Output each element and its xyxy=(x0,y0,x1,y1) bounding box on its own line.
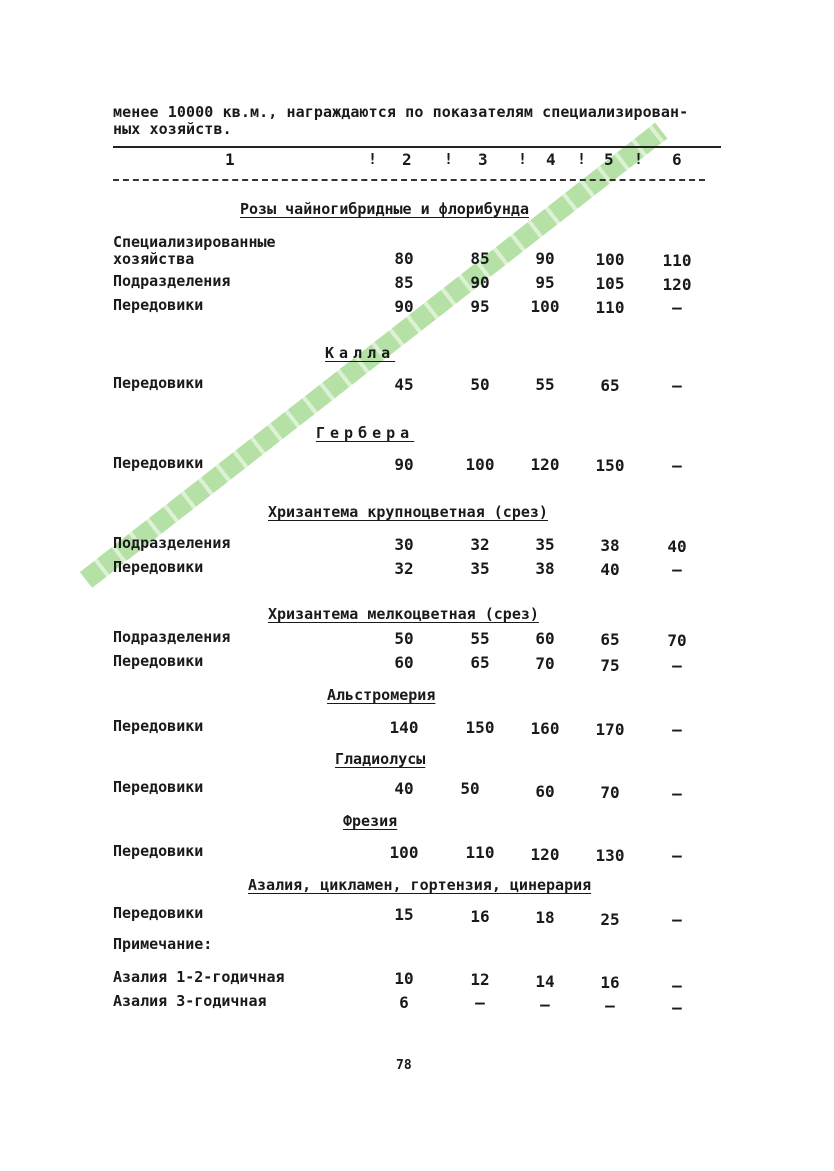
header-separator: ! xyxy=(368,150,378,168)
cell: 100 xyxy=(530,297,560,316)
cell: – xyxy=(672,720,682,739)
cell: 65 xyxy=(600,630,620,649)
cell: 65 xyxy=(470,653,490,672)
cell: – xyxy=(672,910,682,929)
header-separator: ! xyxy=(577,150,587,168)
cell: 95 xyxy=(470,297,490,316)
cell: 60 xyxy=(394,653,414,672)
row-label: Азалия 1-2-годичная xyxy=(113,968,285,986)
cell: 160 xyxy=(530,719,560,738)
cell: 90 xyxy=(535,249,555,268)
cell: 90 xyxy=(394,297,414,316)
cell: 120 xyxy=(530,455,560,474)
row-label: Передовики xyxy=(113,454,204,472)
cell: 110 xyxy=(465,843,495,862)
cell: 85 xyxy=(394,273,414,292)
intro-line-1: менее 10000 кв.м., награждаются по показателям специализирован- xyxy=(113,103,689,121)
cell: 38 xyxy=(600,536,620,555)
cell: 6 xyxy=(399,993,409,1012)
cell: 10 xyxy=(394,969,414,988)
section-title-calla: Калла xyxy=(325,344,396,362)
cell: 32 xyxy=(470,535,490,554)
header-col-5: 5 xyxy=(604,150,614,169)
cell: 80 xyxy=(394,249,414,268)
header-separator: ! xyxy=(634,150,644,168)
section-title-freesia: Фрезия xyxy=(343,812,398,830)
cell: 38 xyxy=(535,559,555,578)
cell: 30 xyxy=(394,535,414,554)
cell: – xyxy=(540,995,550,1014)
cell: 70 xyxy=(667,631,687,650)
row-label: Подразделения xyxy=(113,272,231,290)
header-separator: ! xyxy=(444,150,454,168)
row-label: Передовики xyxy=(113,842,204,860)
cell: 32 xyxy=(394,559,414,578)
note-title: Примечание: xyxy=(113,935,213,953)
cell: 40 xyxy=(600,560,620,579)
cell: – xyxy=(672,656,682,675)
cell: 100 xyxy=(595,250,625,269)
cell: 95 xyxy=(535,273,555,292)
cell: 40 xyxy=(667,537,687,556)
cell: 110 xyxy=(595,298,625,317)
row-label-line: Специализированные xyxy=(113,233,276,251)
cell: – xyxy=(475,993,485,1012)
cell: 45 xyxy=(394,375,414,394)
row-label: Передовики xyxy=(113,652,204,670)
cell: 90 xyxy=(394,455,414,474)
cell: 130 xyxy=(595,846,625,865)
cell: 120 xyxy=(530,845,560,864)
cell: 100 xyxy=(389,843,419,862)
row-label: Передовики xyxy=(113,904,204,922)
cell: – xyxy=(672,298,682,317)
row-label: Азалия 3-годичная xyxy=(113,992,267,1010)
row-label-line: хозяйства xyxy=(113,250,195,268)
row-label: Передовики xyxy=(113,558,204,576)
header-col-6: 6 xyxy=(672,150,682,169)
header-col-2: 2 xyxy=(402,150,412,169)
intro-line-2: ных хозяйств. xyxy=(113,120,232,138)
cell: – xyxy=(672,560,682,579)
cell: 110 xyxy=(662,251,692,270)
cell: – xyxy=(605,996,615,1015)
row-label: Подразделения xyxy=(113,534,231,552)
cell: 85 xyxy=(470,249,490,268)
section-title-chrysanthemum-small: Хризантема мелкоцветная (срез) xyxy=(268,605,539,623)
cell: 120 xyxy=(662,275,692,294)
page-number: 78 xyxy=(396,1058,412,1073)
intro-text xyxy=(113,104,723,138)
cell: 60 xyxy=(535,629,555,648)
section-title-roses: Розы чайногибридные и флорибунда xyxy=(240,200,529,218)
cell: – xyxy=(672,376,682,395)
cell: 35 xyxy=(535,535,555,554)
cell: 50 xyxy=(470,375,490,394)
row-label xyxy=(113,234,276,268)
cell: 16 xyxy=(600,973,620,992)
row-label: Передовики xyxy=(113,374,204,392)
cell: 100 xyxy=(465,455,495,474)
cell: 150 xyxy=(465,718,495,737)
section-title-chrysanthemum-large: Хризантема крупноцветная (срез) xyxy=(268,503,548,521)
section-title-alstroemeria: Альстромерия xyxy=(327,686,436,704)
cell: 35 xyxy=(470,559,490,578)
cell: – xyxy=(672,784,682,803)
cell: 140 xyxy=(389,718,419,737)
cell: 150 xyxy=(595,456,625,475)
section-title-gerbera: Гербера xyxy=(316,424,415,442)
cell: 75 xyxy=(600,656,620,675)
cell: 90 xyxy=(470,273,490,292)
cell: 14 xyxy=(535,972,555,991)
cell: 60 xyxy=(535,782,555,801)
row-label: Передовики xyxy=(113,778,204,796)
row-label: Передовики xyxy=(113,296,204,314)
cell: 15 xyxy=(394,905,414,924)
table-header-rule xyxy=(113,179,705,181)
header-col-3: 3 xyxy=(478,150,488,169)
section-title-gladiolus: Гладиолусы xyxy=(335,750,426,768)
header-separator: ! xyxy=(518,150,528,168)
cell: – xyxy=(672,846,682,865)
row-label: Передовики xyxy=(113,717,204,735)
cell: 105 xyxy=(595,274,625,293)
header-col-4: 4 xyxy=(546,150,556,169)
cell: 70 xyxy=(600,783,620,802)
cell: 25 xyxy=(600,910,620,929)
cell: 16 xyxy=(470,907,490,926)
cell: 65 xyxy=(600,376,620,395)
cell: 55 xyxy=(470,629,490,648)
cell: 50 xyxy=(460,779,480,798)
cell: – xyxy=(672,976,682,995)
cell: 170 xyxy=(595,720,625,739)
section-title-azalea-group: Азалия, цикламен, гортензия, цинерария xyxy=(248,876,592,894)
table-top-rule xyxy=(113,146,721,148)
cell: 12 xyxy=(470,970,490,989)
cell: 50 xyxy=(394,629,414,648)
cell: 40 xyxy=(394,779,414,798)
header-col-1: 1 xyxy=(225,150,235,169)
cell: – xyxy=(672,998,682,1017)
row-label: Подразделения xyxy=(113,628,231,646)
cell: 18 xyxy=(535,908,555,927)
cell: 70 xyxy=(535,654,555,673)
cell: 55 xyxy=(535,375,555,394)
cell: – xyxy=(672,456,682,475)
